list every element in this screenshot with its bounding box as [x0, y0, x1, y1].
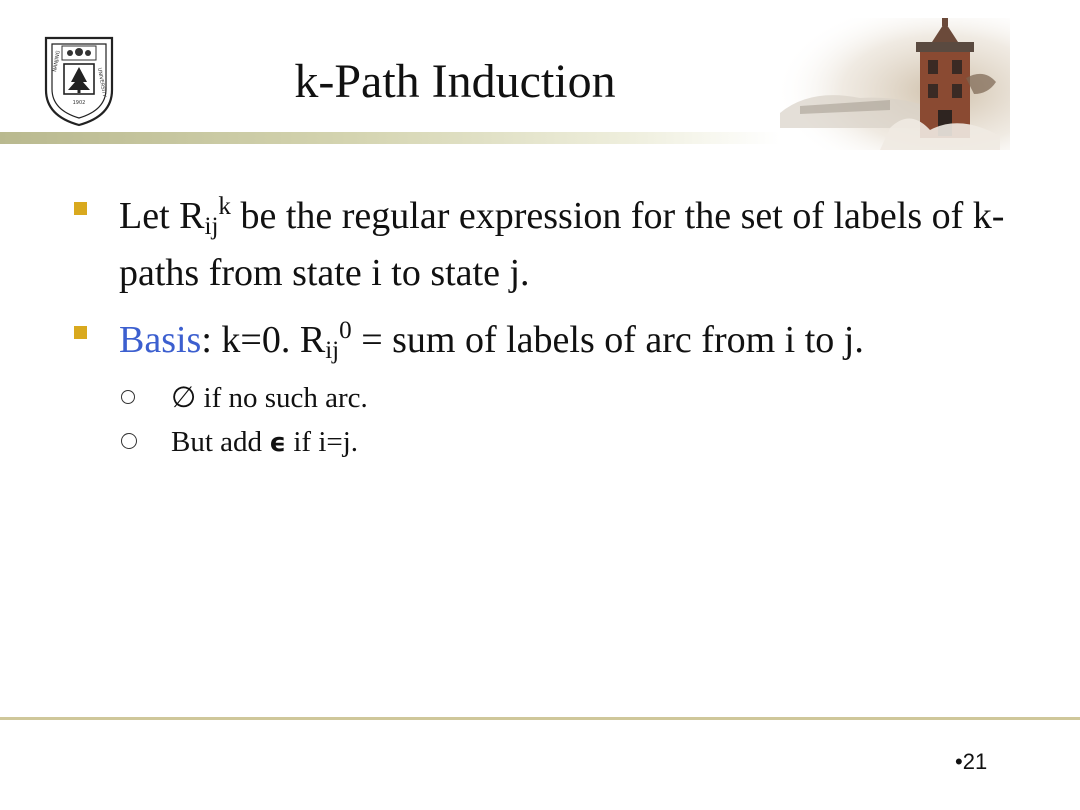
- square-bullet-icon: [74, 202, 87, 215]
- epsilon-symbol: ϵ: [269, 428, 287, 459]
- slide-title: k-Path Induction: [294, 55, 616, 108]
- bullet-text-part: Let R: [119, 194, 205, 237]
- university-seal-logo: [40, 32, 118, 128]
- sub-bullet-item: [66, 378, 1026, 418]
- bullet-text-part: = sum of labels of arc from i to j.: [351, 318, 864, 361]
- subscript: ij: [325, 337, 340, 365]
- page-number: [955, 749, 987, 775]
- sub-bullet-item: [66, 422, 1026, 463]
- bullet-item: [66, 308, 1026, 374]
- campus-tower-image: [770, 18, 1010, 150]
- bullet-text: [119, 184, 1026, 296]
- slide-content: [66, 184, 1026, 463]
- basis-label: Basis: [119, 318, 202, 361]
- bullet-item: [66, 184, 1026, 296]
- sub-bullet-text-part: But add: [171, 426, 270, 459]
- superscript: 0: [339, 317, 352, 345]
- bullet-text-part: : k=0. R: [201, 318, 326, 361]
- svg-text:NANJING: NANJING: [52, 50, 62, 73]
- title-divider: [0, 132, 780, 144]
- svg-text:UNIVERSITY: UNIVERSITY: [96, 67, 108, 98]
- footer-divider: [0, 717, 1080, 720]
- circle-bullet-icon: [121, 390, 135, 404]
- superscript: k: [218, 193, 231, 220]
- sub-bullet-text: [171, 422, 1026, 463]
- sub-bullet-text: ∅ if no such arc.: [171, 382, 368, 415]
- sub-bullet-text-part: if i=j.: [286, 426, 359, 459]
- bullet-text: [119, 308, 1026, 374]
- circle-bullet-icon: [121, 433, 137, 449]
- page-number-value: 21: [962, 749, 988, 774]
- page-bullet: •: [955, 749, 963, 774]
- svg-text:1902: 1902: [72, 100, 86, 106]
- bullet-text-part: be the regular expression for the set of labels of k-paths from state i to state j.: [119, 194, 1005, 295]
- subscript: ij: [204, 213, 219, 241]
- square-bullet-icon: [74, 326, 87, 339]
